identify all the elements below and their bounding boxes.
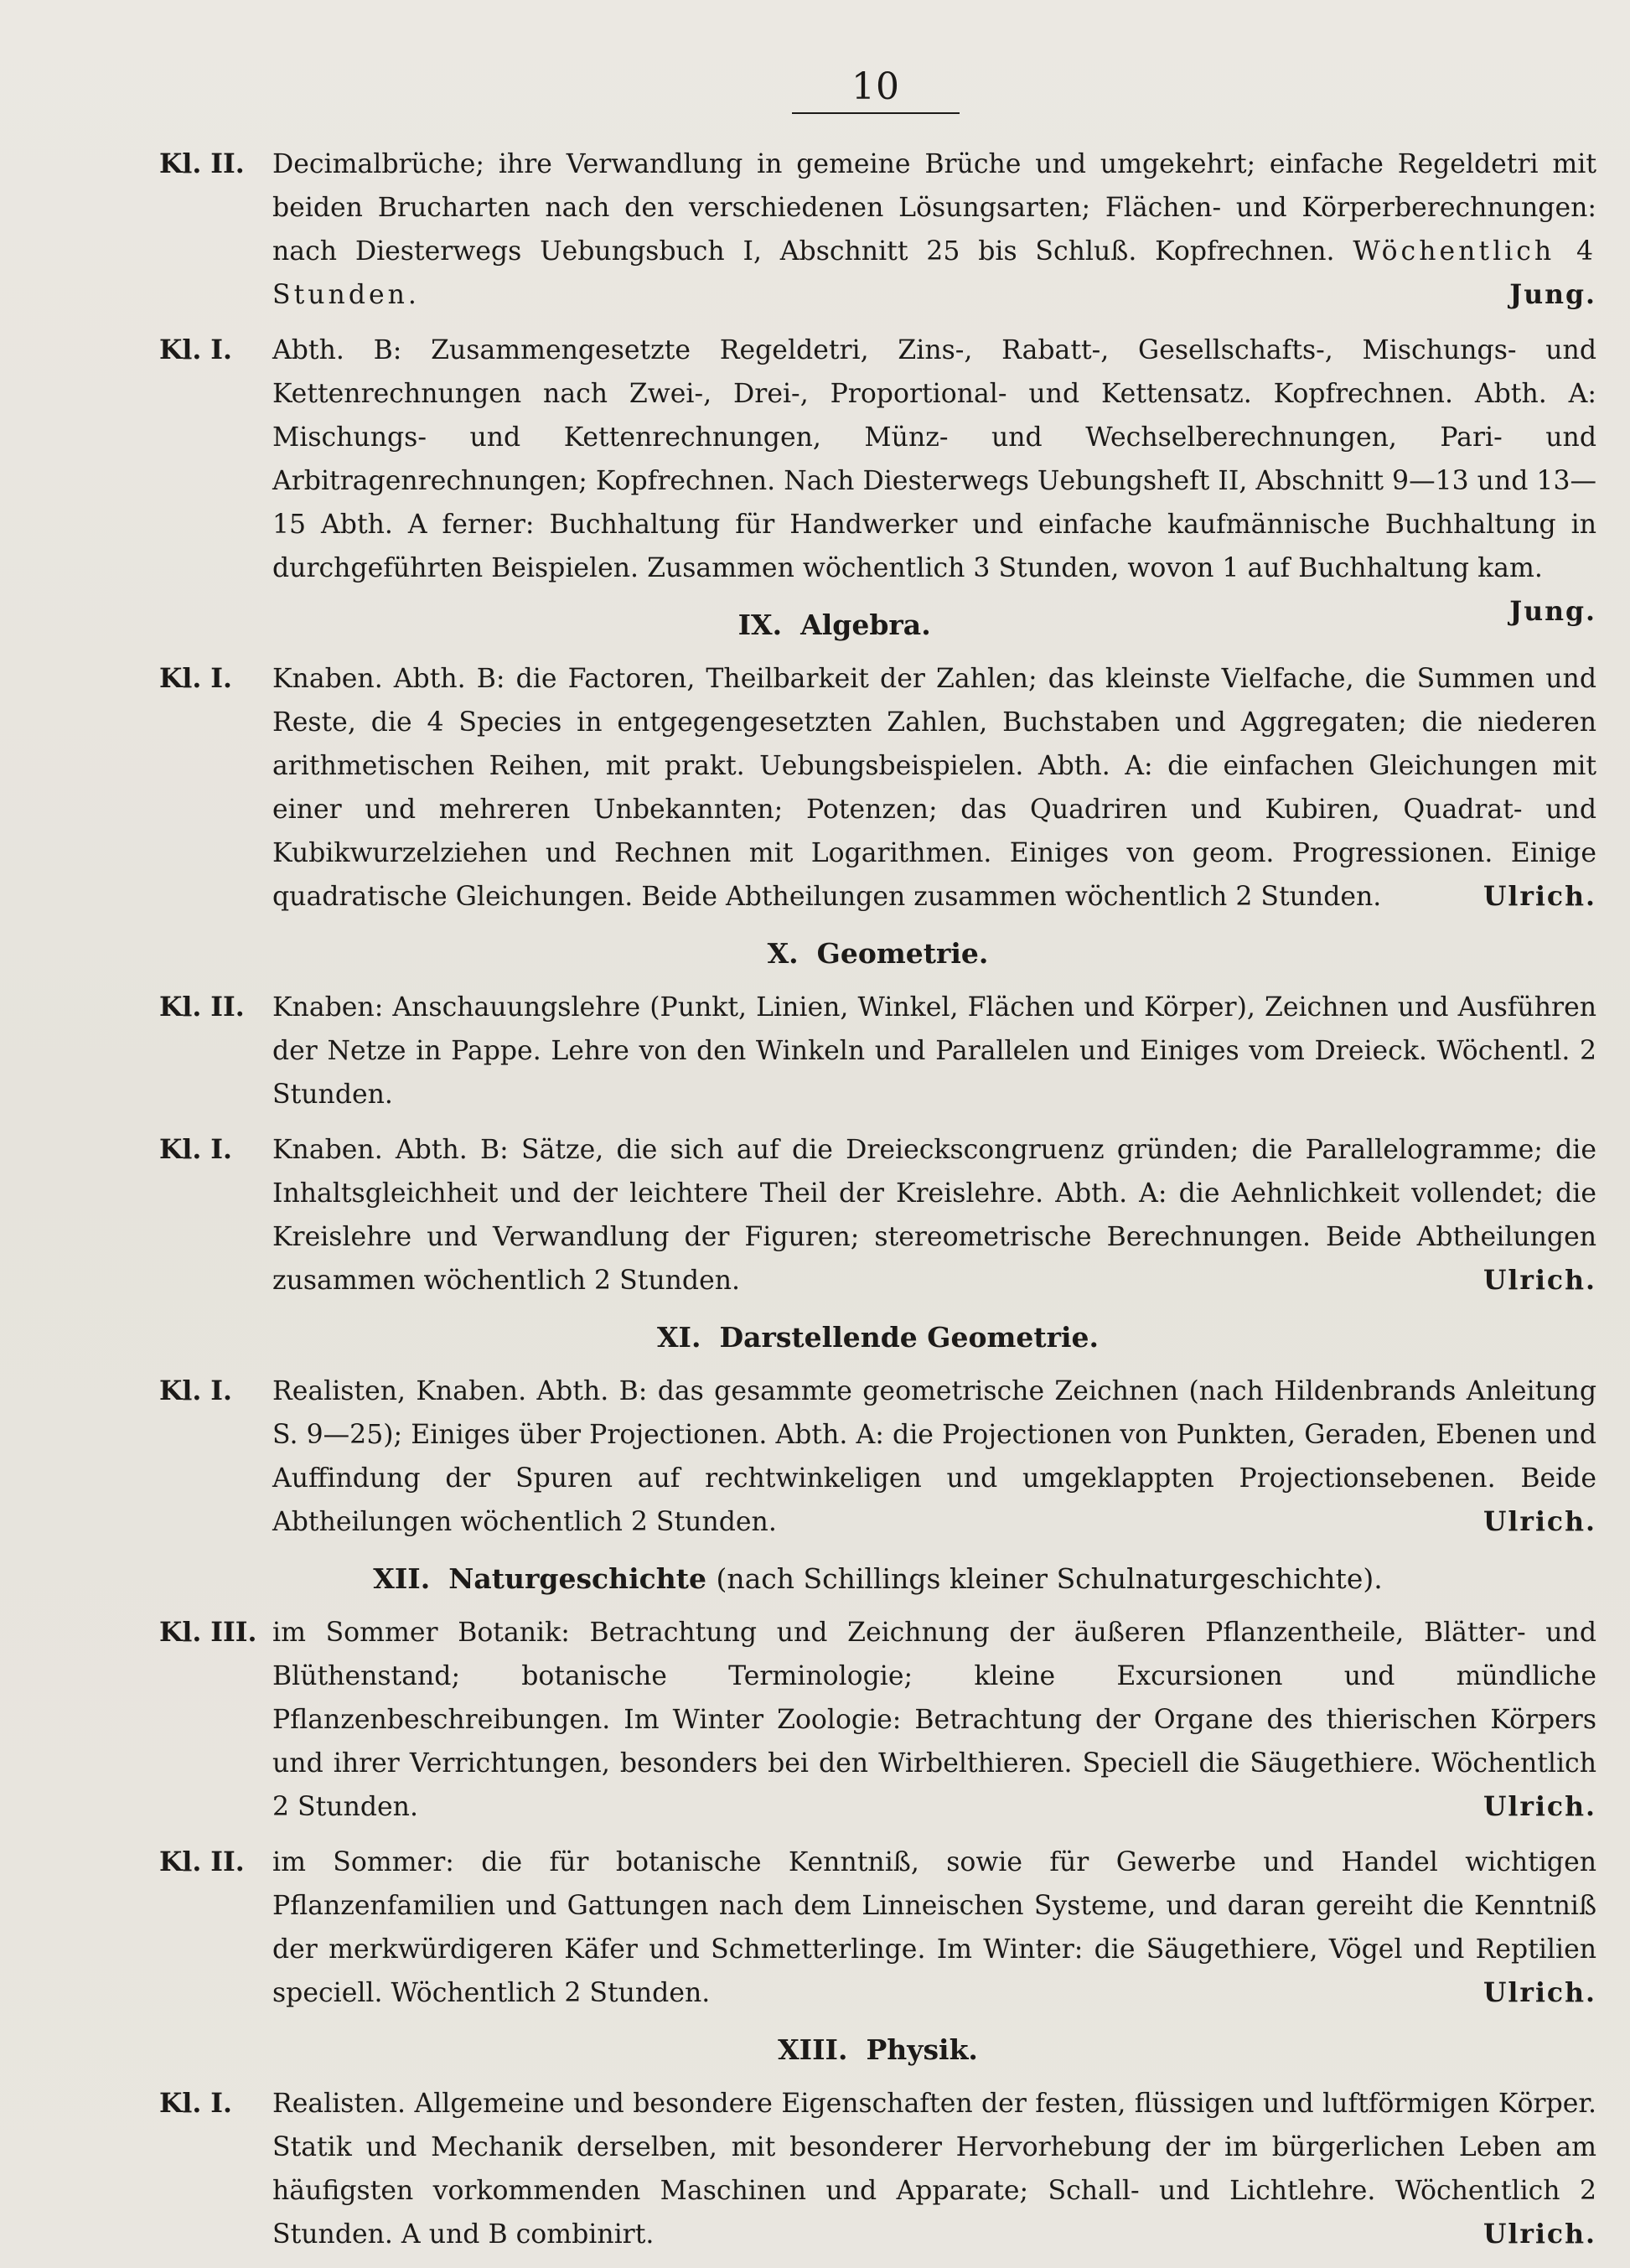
darstellende-geometrie-kl1-entry	[159, 1370, 1596, 1544]
class-label: Kl. II.	[159, 992, 245, 1023]
section-heading-darstellende-geometrie	[159, 1316, 1596, 1359]
geometrie-kl1-entry	[159, 1128, 1596, 1302]
entry-text: Realisten, Knaben. Abth. B: das gesammte geometrische Zeichnen (nach Hildenbrands Anleitung S. 9—25); Einiges über Projectionen. Abth. A: die Projectionen von Punkten, Geraden, Ebenen und Auffindung der Spuren auf rechtwinkeligen und umgeklappten Projectionsebenen. Beide Abtheilungen wöchentlich 2 Stunden.	[272, 1376, 1596, 1537]
class-label: Kl. I.	[159, 1375, 232, 1406]
section-title: Darstellende Geometrie.	[719, 1321, 1100, 1354]
section-title: Naturgeschichte	[448, 1562, 706, 1595]
entry-text: im Sommer Botanik: Betrachtung und Zeichnung der äußeren Pflanzentheile, Blätter- und Blüthenstand; botanische Terminologie; kleine Excursionen und mündliche Pflanzenbeschreibungen. Im Winter Zoologie: Betrachtung der Organe des thierischen Körpers und ihrer Verrichtungen, besonders bei den Wirbelthieren. Speciell die Säugethiere. Wöchentlich 2 Stunden.	[272, 1618, 1596, 1822]
entry-text: im Sommer: die für botanische Kenntniß, sowie für Gewerbe und Handel wichtigen Pflanzenfamilien und Gattungen nach dem Linneischen Systeme, und daran gereiht die Kenntniß der merkwürdigeren Käfer und Schmetterlinge. Im Winter: die Säugethiere, Vögel und Reptilien speciell. Wöchentlich 2 Stunden.	[272, 1847, 1596, 2008]
entry-hours: Wöchentlich 4 Stunden.	[272, 236, 1597, 310]
section-number: XII.	[373, 1562, 431, 1595]
section-heading-algebra	[159, 603, 1596, 647]
class-label: Kl. I.	[159, 334, 232, 365]
arithmetic-kl2-entry	[159, 142, 1596, 317]
teacher-name: Ulrich.	[1483, 881, 1596, 912]
entry-text: Abth. B: Zusammengesetzte Regeldetri, Zins-, Rabatt-, Gesellschafts-, Mischungs- und Kettenrechnungen nach Zwei-, Drei-, Proportional- und Kettensatz. Kopfrechnen. Abth. A: Mischungs- und Kettenrechnungen, Münz- und Wechselberechnungen, Pari- und Arbitragenrechnungen; Kopfrechnen. Nach Diesterwegs Uebungsheft II, Abschnitt 9—13 und 13—15 Abth. A ferner: Buchhaltung für Handwerker und einfache kaufmännische Buchhaltung in durchgeführten Beispielen. Zusammen wöchentlich 3 Stunden, wovon 1 auf Buchhaltung kam.	[272, 335, 1597, 583]
class-label: Kl. I.	[159, 1134, 232, 1165]
section-heading-naturgeschichte	[159, 1557, 1596, 1601]
teacher-name: Jung.	[1509, 279, 1596, 310]
section-title: Geometrie.	[816, 937, 989, 970]
class-label: Kl. II.	[159, 148, 245, 179]
teacher-name: Jung.	[1509, 596, 1596, 627]
section-number: IX.	[737, 608, 783, 641]
algebra-kl1-entry	[159, 657, 1596, 919]
section-title: Physik.	[866, 2033, 978, 2066]
entry-text: Knaben: Anschauungslehre (Punkt, Linien, Winkel, Flächen und Körper), Zeichnen und Ausführen der Netze in Pappe. Lehre von den Winkeln und Parallelen und Einiges vom Dreieck. Wöchentl. 2 Stunden.	[272, 992, 1596, 1110]
page-content	[159, 142, 1596, 2268]
section-subtitle: (nach Schillings kleiner Schulnaturgeschichte).	[716, 1562, 1383, 1595]
naturgeschichte-kl3-entry	[159, 1611, 1596, 1829]
class-label: Kl. III.	[159, 1617, 257, 1648]
page-number: 10	[851, 65, 900, 108]
class-label: Kl. II.	[159, 1846, 245, 1877]
entry-text: Decimalbrüche; ihre Verwandlung in gemeine Brüche und umgekehrt; einfache Regeldetri mit beiden Brucharten nach den verschiedenen Lösungsarten; Flächen- und Körperberechnungen: nach Diesterwegs Uebungsbuch I, Abschnitt 25 bis Schluß. Kopfrechnen.	[272, 149, 1596, 267]
class-label: Kl. I.	[159, 2088, 232, 2119]
section-title: Algebra.	[800, 608, 931, 641]
teacher-name: Ulrich.	[1483, 1977, 1596, 2008]
section-heading-physik	[159, 2028, 1596, 2072]
section-heading-geometrie	[159, 932, 1596, 976]
teacher-name: Ulrich.	[1483, 1506, 1596, 1537]
section-number: XI.	[656, 1321, 701, 1354]
entry-text: Knaben. Abth. B: Sätze, die sich auf die Dreieckscongruenz gründen; die Parallelogramme; die Inhaltsgleichheit und der leichtere Theil der Kreislehre. Abth. A: die Aehnlichkeit vollendet; die Kreislehre und Verwandlung der Figuren; stereometrische Berechnungen. Beide Abtheilungen zusammen wöchentlich 2 Stunden.	[272, 1135, 1596, 1296]
class-label: Kl. I.	[159, 663, 232, 694]
page-number-rule	[792, 112, 960, 114]
section-number: XIII.	[778, 2033, 848, 2066]
teacher-name: Ulrich.	[1483, 1265, 1596, 1296]
entry-text: Knaben. Abth. B: die Factoren, Theilbarkeit der Zahlen; das kleinste Vielfache, die Summen und Reste, die 4 Species in entgegengesetzten Zahlen, Buchstaben und Aggregaten; die niederen arithmetischen Reihen, mit prakt. Uebungsbeispielen. Abth. A: die einfachen Gleichungen mit einer und mehreren Unbekannten; Potenzen; das Quadriren und Kubiren, Quadrat- und Kubikwurzelziehen und Rechnen mit Logarithmen. Einiges von geom. Progressionen. Einige quadratische Gleichungen. Beide Abtheilungen zusammen wöchentlich 2 Stunden.	[272, 664, 1596, 912]
naturgeschichte-kl2-entry	[159, 1841, 1596, 2015]
teacher-name: Ulrich.	[1483, 2219, 1596, 2250]
geometrie-kl2-entry	[159, 986, 1596, 1116]
teacher-name: Ulrich.	[1483, 1791, 1596, 1822]
physik-kl1-entry	[159, 2082, 1596, 2256]
entry-text: Realisten. Allgemeine und besondere Eigenschaften der festen, flüssigen und luftförmigen Körper. Statik und Mechanik derselben, mit besonderer Hervorhebung der im bürgerlichen Leben am häufigsten vorkommenden Maschinen und Apparate; Schall- und Lichtlehre. Wöchentlich 2 Stunden. A und B combinirt.	[272, 2089, 1596, 2250]
section-number: X.	[767, 937, 799, 970]
